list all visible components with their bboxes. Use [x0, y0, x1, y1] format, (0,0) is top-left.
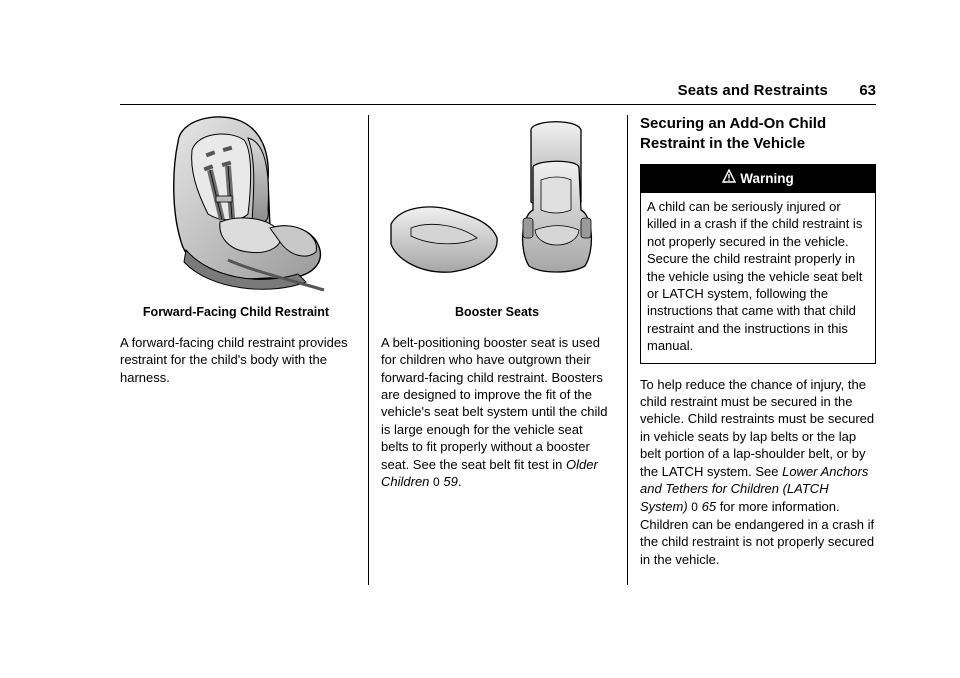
- column-divider-1: [368, 115, 369, 585]
- column-3: [640, 110, 876, 568]
- page-number: 63: [859, 82, 876, 99]
- booster-paragraph-end: .: [457, 474, 462, 490]
- securing-paragraph-text: To help reduce the chance of injury, the child restraint must be secured in the vehicle. Child restraints must be secured in vehicle seats by lap belts or the lap belt portion of a lap-shoulder belt, or by the LATCH system. See: [640, 376, 875, 479]
- cross-reference-arrow-icon: 0: [691, 499, 698, 514]
- booster-seats-illustration: [381, 110, 613, 296]
- column-divider-2: [627, 115, 628, 585]
- securing-paragraph-tail: for more information. Children can be endangered in a crash if the child restraint is not properly secured in the vehicle.: [640, 498, 875, 567]
- warning-triangle-icon: [722, 165, 736, 193]
- booster-paragraph-text: A belt-positioning booster seat is used for children who have outgrown their forward-facing child restraint. Boosters are designed to improve the fit of the vehicle's seat belt system until the child is large enough for the vehicle seat belts to fit properly without a booster seat. See the seat belt fit test in: [381, 334, 608, 472]
- securing-paragraph: [640, 376, 876, 568]
- warning-header: [641, 165, 875, 193]
- section-heading: Securing an Add-On Child Restraint in the Vehicle: [640, 115, 827, 152]
- older-children-link[interactable]: Older Children: [381, 456, 598, 490]
- cross-reference-arrow-icon: 0: [433, 475, 440, 490]
- forward-facing-paragraph: A forward-facing child restraint provides restraint for the child's body with the harness.: [120, 334, 348, 385]
- older-children-page-ref[interactable]: 59: [443, 474, 458, 490]
- warning-title: Warning: [740, 171, 794, 186]
- figure-caption: Forward-Facing Child Restraint: [142, 305, 330, 320]
- booster-seats-figure: [381, 110, 613, 322]
- figure-caption: Booster Seats: [454, 305, 540, 320]
- column-1: [120, 110, 352, 386]
- forward-facing-seat-figure: [120, 110, 352, 322]
- booster-paragraph: [381, 334, 613, 492]
- latch-page-ref[interactable]: 65: [701, 498, 717, 514]
- section-title: Seats and Restraints: [677, 82, 828, 99]
- latch-system-link[interactable]: Lower Anchors and Tethers for Children (LATCH System): [640, 463, 869, 514]
- warning-text: A child can be seriously injured or killed in a crash if the child restraint is not properly secured in the vehicle. Secure the child restraint properly in the vehicle using the vehicle seat belt or LATCH system, following the instructions that came with that child restraint and the instructions in this manual.: [647, 199, 863, 354]
- forward-facing-child-seat-illustration: [120, 110, 352, 296]
- page-header: [120, 82, 876, 105]
- column-2: [381, 110, 613, 491]
- warning-box: [640, 164, 876, 364]
